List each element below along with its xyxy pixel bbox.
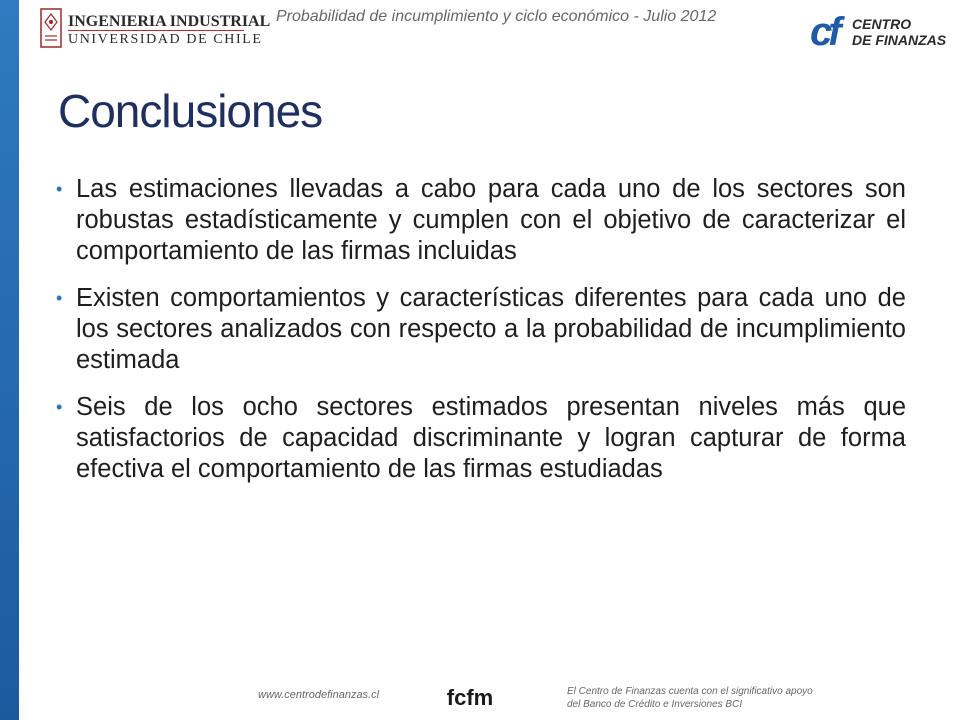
bullet-text: Existen comportamientos y características diferentes para cada uno de los sectores analizados con respecto a la probabilidad de incumplimiento estimada	[76, 284, 906, 374]
bullet-dot-icon: •	[56, 288, 63, 308]
bullet-item	[56, 392, 906, 485]
cf-logo-line1: CENTRO	[852, 16, 912, 32]
university-logo	[40, 8, 271, 52]
university-logo-line2: UNIVERSIDAD DE CHILE	[68, 32, 263, 47]
cf-logo-mark: cf	[810, 10, 838, 54]
bullet-item	[56, 283, 906, 376]
bullet-dot-icon: •	[56, 397, 63, 417]
fcfm-logo-icon	[444, 680, 496, 714]
bullet-text: Seis de los ocho sectores estimados presentan niveles más que satisfactorios de capacidad discriminante y logran capturar de forma efectiva el comportamiento de las firmas estudiadas	[76, 393, 906, 483]
bullet-list	[56, 174, 906, 501]
university-seal-icon	[40, 8, 62, 48]
left-accent-bar	[0, 0, 19, 720]
cf-logo-line2: DE FINANZAS	[852, 32, 947, 48]
footer-note: El Centro de Finanzas cuenta con el significativo apoyo del Banco de Crédito e Inversiones BCI	[567, 686, 813, 710]
fcfm-logo-text: fcfm	[446, 685, 494, 710]
footer-url: www.centrodefinanzas.cl	[258, 689, 380, 701]
header-title: Probabilidad de incumplimiento y ciclo económico - Julio 2012	[276, 8, 717, 25]
bullet-text: Las estimaciones llevadas a cabo para cada uno de los sectores son robustas estadísticamente y cumplen con el objetivo de caracterizar el comportamiento de las firmas incluidas	[76, 175, 906, 265]
slide-title: Conclusiones	[58, 85, 323, 137]
bullet-item	[56, 174, 906, 267]
centro-finanzas-logo	[810, 10, 947, 56]
bullet-dot-icon: •	[56, 179, 63, 199]
university-logo-line1: INGENIERIA INDUSTRIAL	[68, 13, 271, 30]
university-logo-divider	[68, 30, 244, 31]
